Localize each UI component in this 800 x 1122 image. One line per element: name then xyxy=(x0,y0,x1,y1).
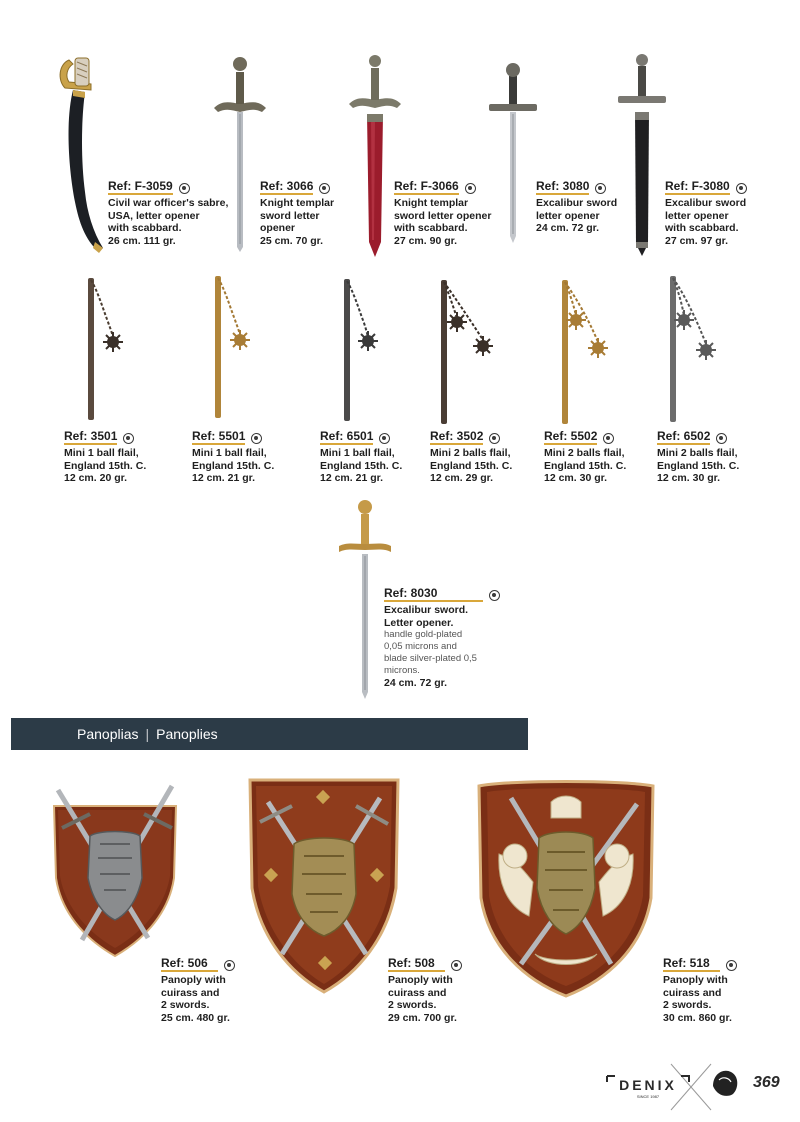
desc-line: Knight templar xyxy=(260,197,335,210)
desc-line: with scabbard. xyxy=(108,222,182,235)
product-label-3066 xyxy=(260,180,334,247)
measurements: 27 cm. 90 gr. xyxy=(394,234,458,247)
desc-line: England 15th. C. xyxy=(64,459,147,472)
measurements: 24 cm. 72 gr. xyxy=(384,677,448,690)
product-label-5501 xyxy=(192,430,274,485)
compass-icon xyxy=(251,433,262,444)
ref-number: Ref: 5501 xyxy=(192,430,245,445)
product-label-506 xyxy=(161,957,235,1024)
flail-image xyxy=(336,275,386,425)
ref-number: Ref: 6501 xyxy=(320,430,373,445)
measurements: 12 cm. 21 gr. xyxy=(320,472,384,485)
detail-line: blade silver-plated 0,5 xyxy=(384,653,477,665)
excalibur-sword-image xyxy=(485,62,541,244)
sabre-image xyxy=(55,52,115,257)
desc-line: with scabbard. xyxy=(394,222,468,235)
compass-icon xyxy=(224,960,235,971)
measurements: 25 cm. 70 gr. xyxy=(260,234,324,247)
ref-number: Ref: 3502 xyxy=(430,430,483,445)
compass-icon xyxy=(489,590,500,601)
product-label-6502 xyxy=(657,430,739,485)
measurements: 12 cm. 29 gr. xyxy=(430,472,494,485)
desc-line: USA, letter opener xyxy=(108,209,200,222)
section-title-es: Panoplias xyxy=(77,726,139,742)
desc-line: Excalibur sword xyxy=(665,197,747,210)
flail-image xyxy=(556,278,616,428)
compass-icon xyxy=(465,183,476,194)
desc-line: Excalibur sword. xyxy=(384,604,469,617)
ref-number: Ref: 3501 xyxy=(64,430,117,445)
desc-line: Panoply with xyxy=(663,974,728,987)
product-label-518 xyxy=(663,957,737,1024)
compass-icon xyxy=(489,433,500,444)
product-label-f3080 xyxy=(665,180,747,247)
desc-line: Mini 1 ball flail, xyxy=(320,447,395,460)
measurements: 27 cm. 97 gr. xyxy=(665,234,729,247)
compass-icon xyxy=(726,960,737,971)
compass-icon xyxy=(603,433,614,444)
flail-image xyxy=(207,272,257,424)
desc-line: England 15th. C. xyxy=(320,459,403,472)
desc-line: England 15th. C. xyxy=(192,459,275,472)
ref-number: Ref: 8030 xyxy=(384,587,483,602)
desc-line: Panoply with xyxy=(388,974,453,987)
desc-line: England 15th. C. xyxy=(544,459,627,472)
section-separator: | xyxy=(145,726,150,742)
flail-image xyxy=(435,278,500,428)
measurements: 26 cm. 111 gr. xyxy=(108,234,176,247)
detail-line: handle gold-plated xyxy=(384,629,463,641)
ref-number: Ref: 518 xyxy=(663,957,720,972)
brand-name: DENIX xyxy=(619,1077,677,1093)
desc-line: 2 swords. xyxy=(388,999,437,1012)
panoply-506-image xyxy=(48,778,183,960)
section-header-panoplies xyxy=(11,718,528,750)
desc-line: Letter opener. xyxy=(384,616,454,629)
desc-line: Mini 2 balls flail, xyxy=(430,447,511,460)
compass-icon xyxy=(123,433,134,444)
ref-number: Ref: F-3066 xyxy=(394,180,459,195)
detail-line: microns. xyxy=(384,665,420,677)
measurements: 30 cm. 860 gr. xyxy=(663,1011,732,1024)
panoply-508-image xyxy=(248,778,400,996)
product-label-5502 xyxy=(544,430,626,485)
flail-image xyxy=(664,274,724,426)
compass-icon xyxy=(716,433,727,444)
desc-line: Mini 2 balls flail, xyxy=(657,447,738,460)
desc-line: Mini 1 ball flail, xyxy=(64,447,139,460)
desc-line: letter opener xyxy=(665,209,729,222)
compass-icon xyxy=(736,183,747,194)
desc-line: Mini 2 balls flail, xyxy=(544,447,625,460)
desc-line: 2 swords. xyxy=(663,999,712,1012)
product-label-508 xyxy=(388,957,462,1024)
desc-line: Mini 1 ball flail, xyxy=(192,447,267,460)
detail-line: 0,05 microns and xyxy=(384,641,457,653)
measurements: 12 cm. 21 gr. xyxy=(192,472,256,485)
brand-since: SINCE 1987 xyxy=(636,1094,660,1099)
ref-number: Ref: 3066 xyxy=(260,180,313,195)
product-label-3502 xyxy=(430,430,512,485)
compass-icon xyxy=(451,960,462,971)
measurements: 12 cm. 20 gr. xyxy=(64,472,128,485)
product-label-3501 xyxy=(64,430,146,485)
desc-line: England 15th. C. xyxy=(657,459,740,472)
ref-number: Ref: F-3059 xyxy=(108,180,173,195)
desc-line: with scabbard. xyxy=(665,222,739,235)
section-title-en: Panoplies xyxy=(156,726,218,742)
desc-line: sword letter opener xyxy=(394,209,492,222)
compass-icon xyxy=(379,433,390,444)
product-label-f3066 xyxy=(394,180,491,247)
desc-line: England 15th. C. xyxy=(430,459,513,472)
page-number: 369 xyxy=(753,1074,780,1091)
desc-line: letter opener xyxy=(536,209,600,222)
desc-line: Panoply with xyxy=(161,974,226,987)
ref-number: Ref: 6502 xyxy=(657,430,710,445)
measurements: 25 cm. 480 gr. xyxy=(161,1011,230,1024)
product-label-3080 xyxy=(536,180,617,235)
compass-icon xyxy=(179,183,190,194)
product-label-6501 xyxy=(320,430,402,485)
measurements: 12 cm. 30 gr. xyxy=(544,472,608,485)
desc-line: cuirass and xyxy=(388,986,447,999)
product-label-f3059 xyxy=(108,180,228,247)
flail-image xyxy=(80,272,130,424)
desc-line: cuirass and xyxy=(663,986,722,999)
desc-line: 2 swords. xyxy=(161,999,210,1012)
measurements: 12 cm. 30 gr. xyxy=(657,472,721,485)
desc-line: cuirass and xyxy=(161,986,220,999)
compass-icon xyxy=(595,183,606,194)
desc-line: Knight templar xyxy=(394,197,469,210)
excalibur-scabbard-image xyxy=(614,52,670,257)
denix-logo xyxy=(605,1062,745,1112)
desc-line: Civil war officer's sabre, xyxy=(108,197,229,210)
ref-number: Ref: 508 xyxy=(388,957,445,972)
ref-number: Ref: F-3080 xyxy=(665,180,730,195)
desc-line: opener xyxy=(260,222,296,235)
measurements: 29 cm. 700 gr. xyxy=(388,1011,457,1024)
ref-number: Ref: 506 xyxy=(161,957,218,972)
measurements: 24 cm. 72 gr. xyxy=(536,222,600,235)
product-label-8030 xyxy=(384,587,500,690)
panoply-518-image xyxy=(477,778,655,998)
desc-line: sword letter xyxy=(260,209,320,222)
ref-number: Ref: 3080 xyxy=(536,180,589,195)
compass-icon xyxy=(319,183,330,194)
desc-line: Excalibur sword xyxy=(536,197,618,210)
ref-number: Ref: 5502 xyxy=(544,430,597,445)
